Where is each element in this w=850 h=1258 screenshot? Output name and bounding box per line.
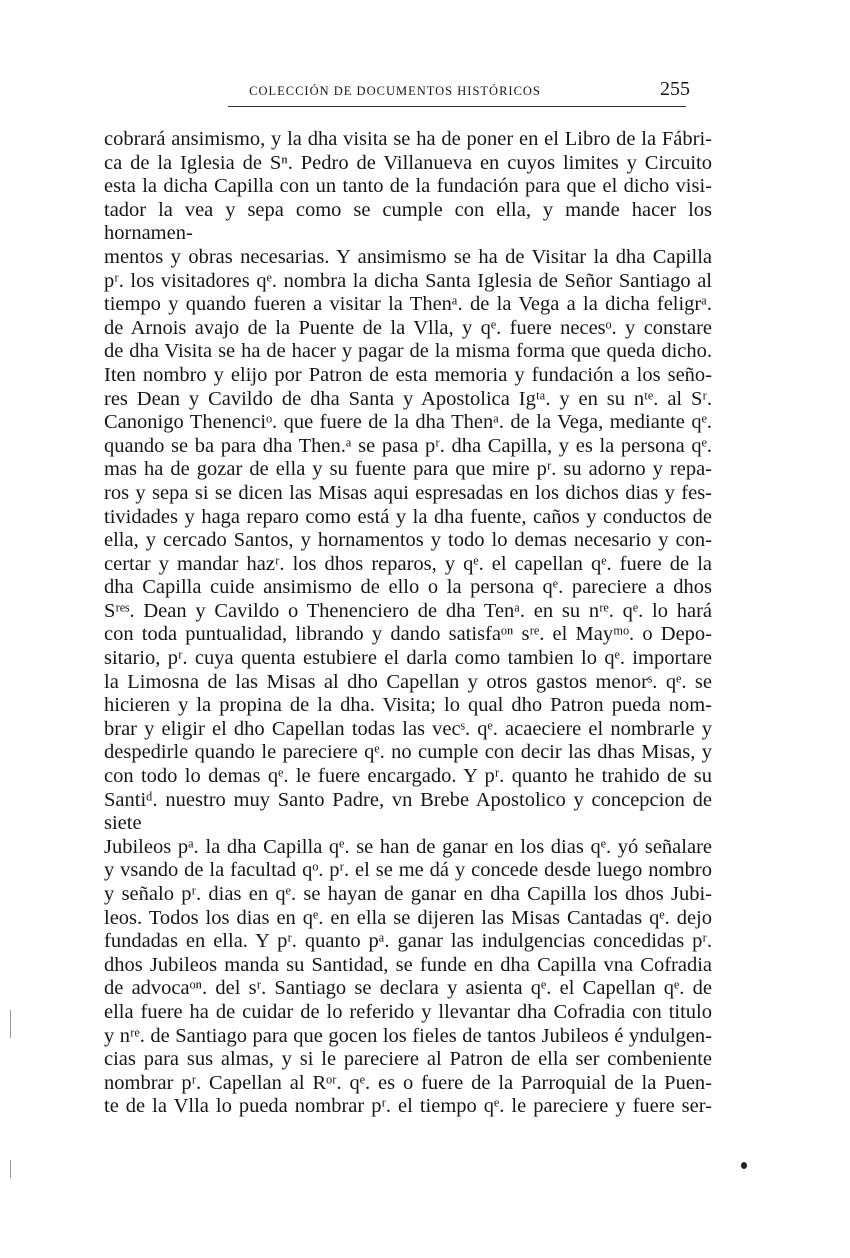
text-line: y señalo pʳ. dias en qᵉ. se hayan de ganar en dha Capilla los dhos Jubi- (104, 883, 712, 905)
text-line: dhos Jubileos manda su Santidad, se funde en dha Capilla vna Cofradia (104, 953, 712, 976)
header-rule (228, 106, 686, 107)
text-line: nombrar pʳ. Capellan al Rᵒʳ. qᵉ. es o fuere de la Parroquial de la Puen- (104, 1071, 712, 1094)
text-line: brar y eligir el dho Capellan todas las vecˢ. qᵉ. acaeciere el nombrarle y (104, 717, 712, 740)
text-line: despedirle quando le pareciere qᵉ. no cumple con decir las dhas Misas, y (104, 741, 712, 764)
text-line: de advocaᵒⁿ. del sʳ. Santiago se declara y asienta qᵉ. el Capellan qᵉ. de (104, 977, 712, 1000)
text-line: la Limosna de las Misas al dho Capellan y otros gastos menorˢ. qᵉ. se (104, 670, 712, 693)
text-line: tividades y haga reparo como está y la dha fuente, caños y conductos de (104, 505, 712, 528)
text-line: esta la dicha Capilla con un tanto de la fundación para que el dicho visi- (104, 175, 712, 198)
text-line: Santiᵈ. nuestro muy Santo Padre, vn Brebe Apostolico y concepcion de siete (104, 788, 712, 835)
page-number: 255 (660, 78, 690, 100)
text-line: res Dean y Cavildo de dha Santa y Apostolica Igᵗᵃ. y en su nᵗᵉ. al Sʳ. (104, 387, 712, 410)
text-line: quando se ba para dha Then.ᵃ se pasa pʳ. dha Capilla, y es la persona qᵉ. (104, 434, 712, 457)
text-line: te de la Vlla lo pueda nombrar pʳ. el tiempo qᵉ. le pareciere y fuere ser- (104, 1095, 712, 1118)
text-line: y vsando de la facultad qᵒ. pʳ. el se me dá y concede desde luego nombro (104, 859, 712, 882)
text-line: Jubileos pᵃ. la dha Capilla qᵉ. se han de ganar en los dias qᵉ. yó señalare (104, 835, 712, 858)
text-line: de dha Visita se ha de hacer y pagar de la misma forma que queda dicho. (104, 340, 712, 363)
text-line: y nʳᵉ. de Santiago para que gocen los fieles de tantos Jubileos é yndulgen- (104, 1024, 712, 1047)
text-line: con toda puntualidad, librando y dando satisfaᵒⁿ sʳᵉ. el Mayᵐᵒ. o Depo- (104, 623, 712, 646)
edge-mark (10, 1160, 11, 1178)
text-line: tador la vea y sepa como se cumple con ella, y mande hacer los hornamen- (104, 198, 712, 245)
running-title: COLECCIÓN DE DOCUMENTOS HISTÓRICOS (249, 84, 541, 98)
margin-dot (741, 1162, 747, 1169)
text-line: sitario, pʳ. cuya quenta estubiere el darla como tambien lo qᵉ. importare (104, 647, 712, 670)
text-line: leos. Todos los dias en qᵉ. en ella se dijeren las Misas Cantadas qᵉ. dejo (104, 906, 712, 929)
text-line: dha Capilla cuide ansimismo de ello o la persona qᵉ. pareciere a dhos (104, 576, 712, 599)
text-line: Iten nombro y elijo por Patron de esta memoria y fundación a los seño- (104, 363, 712, 386)
body-text (104, 128, 712, 1119)
text-line: certar y mandar hazʳ. los dhos reparos, y qᵉ. el capellan qᵉ. fuere de la (104, 552, 712, 575)
text-line: con todo lo demas qᵉ. le fuere encargado. Y pʳ. quanto he trahido de su (104, 765, 712, 788)
text-line: ros y sepa si se dicen las Misas aqui espresadas en los dichos dias y fes- (104, 481, 712, 504)
text-line: pʳ. los visitadores qᵉ. nombra la dicha Santa Iglesia de Señor Santiago al (104, 269, 712, 292)
edge-mark (10, 1010, 11, 1038)
text-line: mas ha de gozar de ella y su fuente para que mire pʳ. su adorno y repa- (104, 458, 712, 481)
text-line: mentos y obras necesarias. Y ansimismo se ha de Visitar la dha Capilla (104, 245, 712, 268)
text-line: ella fuere ha de cuidar de lo referido y llevantar dha Cofradia con titulo (104, 1000, 712, 1023)
text-line: ca de la Iglesia de Sⁿ. Pedro de Villanueva en cuyos limites y Circuito (104, 151, 712, 174)
text-line: Canonigo Thenenciᵒ. que fuere de la dha Thenᵃ. de la Vega, mediante qᵉ. (104, 411, 712, 434)
text-line: tiempo y quando fueren a visitar la Thenᵃ. de la Vega a la dicha feligrᵃ. (104, 293, 712, 316)
text-line: hicieren y la propina de la dha. Visita; lo qual dho Patron pueda nom- (104, 694, 712, 717)
text-line: Sʳᵉˢ. Dean y Cavildo o Thenenciero de dha Tenᵃ. en su nʳᵉ. qᵉ. lo hará (104, 599, 712, 622)
text-line: fundadas en ella. Y pʳ. quanto pᵃ. ganar las indulgencias concedidas pʳ. (104, 930, 712, 953)
text-line: cobrará ansimismo, y la dha visita se ha de poner en el Libro de la Fábri- (104, 128, 712, 150)
text-line: cias para sus almas, y si le pareciere al Patron de ella ser combeniente (104, 1048, 712, 1071)
text-line: de Arnois avajo de la Puente de la Vlla, y qᵉ. fuere necesᵒ. y constare (104, 316, 712, 339)
text-line: ella, y cercado Santos, y hornamentos y todo lo demas necesario y con- (104, 529, 712, 552)
